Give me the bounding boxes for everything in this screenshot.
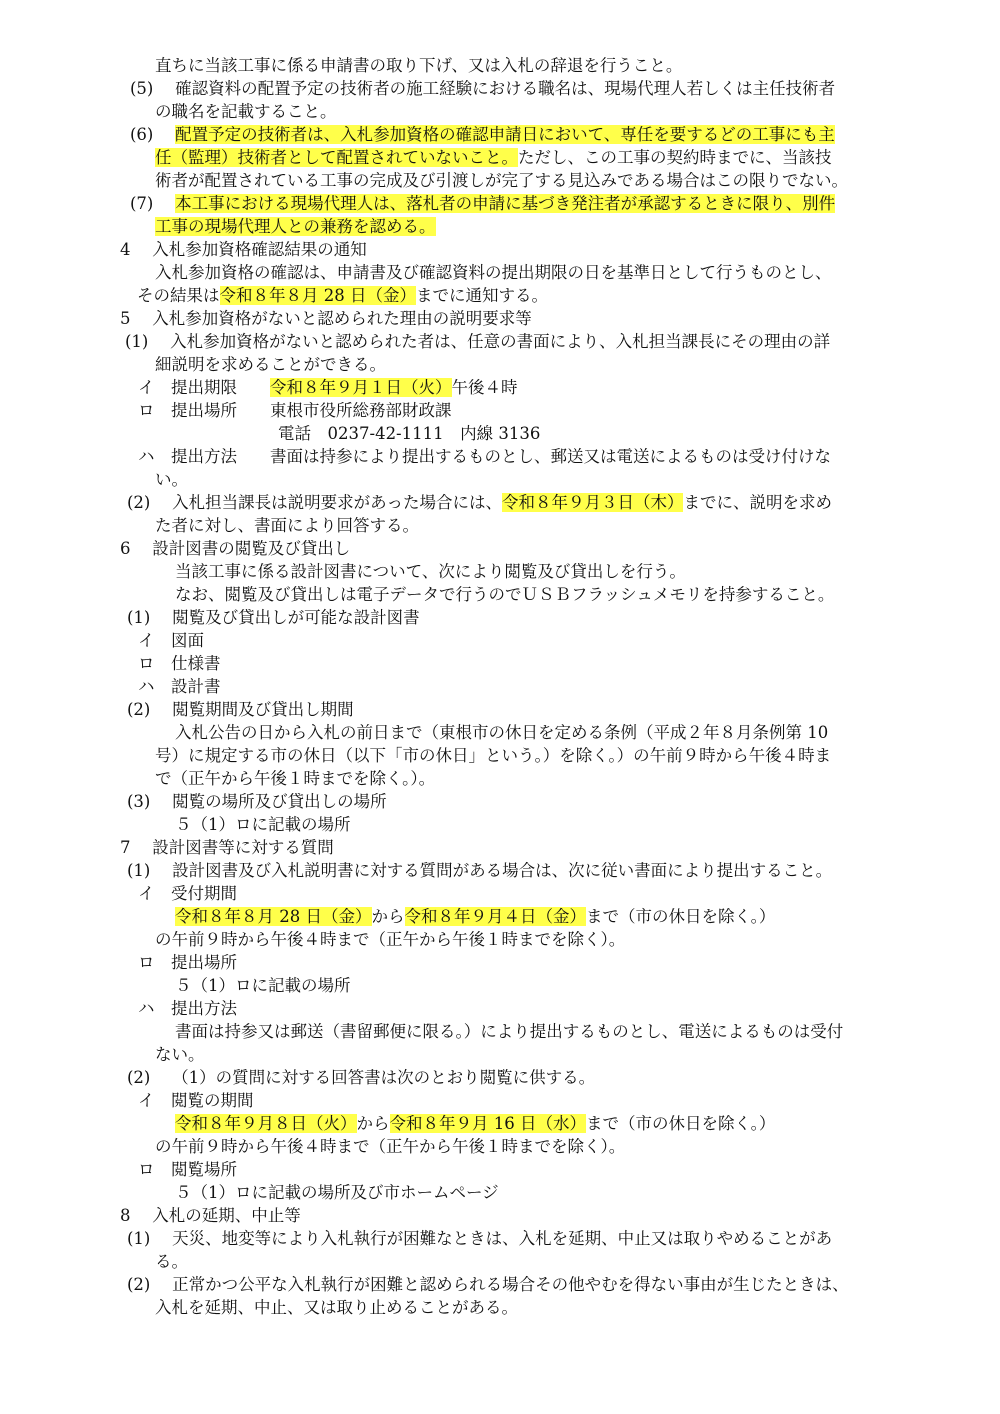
text-line (155, 468, 188, 491)
text-span: の午前９時から午後４時まで（正午から午後１時までを除く）。 (155, 1137, 626, 1156)
text-line (138, 652, 221, 675)
highlighted-text: 任（監理）技術者として配置されていないこと。 (155, 148, 518, 167)
text-span: 午後４時 (451, 378, 518, 397)
text-line (138, 997, 237, 1020)
text-line (155, 146, 832, 169)
text-span: 8 入札の延期、中止等 (120, 1206, 301, 1225)
text-span: ロ 仕様書 (138, 654, 221, 673)
text-span: まで（市の休日を除く。） (586, 907, 776, 926)
text-line (155, 744, 831, 767)
text-line (130, 77, 835, 100)
text-line (278, 422, 540, 445)
text-line (138, 951, 237, 974)
text-span: の職名を記載すること。 (155, 102, 337, 121)
highlighted-text: 配置予定の技術者は、入札参加資格の確認申請日において、専任を要するどの工事にも主 (175, 125, 835, 144)
text-span: (7) (130, 194, 176, 213)
text-span: 4 入札参加資格確認結果の通知 (120, 240, 367, 259)
text-line (138, 882, 237, 905)
text-line (175, 813, 351, 836)
text-span: ただし、この工事の契約時までに、当該技 (518, 148, 832, 167)
text-line (155, 1043, 205, 1066)
text-span: までに通知する。 (416, 286, 548, 305)
text-span: の午前９時から午後４時まで（正午から午後１時までを除く）。 (155, 930, 626, 949)
highlighted-text: 令和８年９月８日（火） (175, 1114, 357, 1133)
text-line (175, 583, 834, 606)
text-span: から (371, 907, 405, 926)
text-span: ハ 設計書 (138, 677, 221, 696)
text-span: た者に対し、書面により回答する。 (155, 516, 419, 535)
text-span: で（正午から午後１時までを除く。）。 (155, 769, 436, 788)
text-line (175, 1181, 499, 1204)
text-span: (1) 入札参加資格がないと認められた者は、任意の書面により、入札担当課長にその理由の詳 (125, 332, 831, 351)
text-line (120, 307, 532, 330)
text-span: 7 設計図書等に対する質問 (120, 838, 334, 857)
text-line (127, 606, 420, 629)
text-span: 電話 0237-42-1111 内線 3136 (278, 424, 541, 443)
text-span: までに、説明を求め (683, 493, 832, 512)
text-line (127, 859, 832, 882)
text-line (127, 1273, 849, 1296)
text-line (120, 238, 367, 261)
text-line (127, 790, 387, 813)
text-span: 入札公告の日から入札の前日まで（東根市の休日を定める条例（平成２年８月条例第 10 (175, 723, 829, 742)
text-span: (3) 閲覧の場所及び貸出しの場所 (127, 792, 387, 811)
text-span: る。 (155, 1252, 188, 1271)
text-span: 当該工事に係る設計図書について、次により閲覧及び貸出しを行う。 (175, 562, 686, 581)
text-line (127, 1227, 832, 1250)
text-span: ない。 (155, 1045, 205, 1064)
text-span: ５（1）ロに記載の場所 (175, 815, 351, 834)
text-line (120, 836, 334, 859)
highlighted-text: 令和８年９月３日（木） (501, 493, 684, 512)
text-span: 術者が配置されている工事の完成及び引渡しが完了する見込みである場合はこの限りでない。 (155, 171, 848, 190)
text-span: 細説明を求めることができる。 (155, 355, 386, 374)
text-span: その結果は (137, 286, 220, 305)
text-span: い。 (155, 470, 188, 489)
text-line (155, 353, 386, 376)
text-span: まで（市の休日を除く。） (586, 1114, 776, 1133)
text-line (155, 54, 682, 77)
text-line (155, 928, 625, 951)
text-line (175, 905, 775, 928)
text-line (175, 721, 828, 744)
text-line (130, 123, 835, 146)
text-span: イ 図面 (138, 631, 204, 650)
text-span: (2) （1）の質問に対する回答書は次のとおり閲覧に供する。 (127, 1068, 596, 1087)
text-line (138, 1089, 254, 1112)
highlighted-text: 令和８年９月 16 日（水） (389, 1114, 586, 1133)
highlighted-text: 令和８年８月 28 日（金） (175, 907, 372, 926)
text-span: ５（1）ロに記載の場所及び市ホームページ (175, 1183, 499, 1202)
text-line (120, 537, 350, 560)
text-span: 直ちに当該工事に係る申請書の取り下げ、又は入札の辞退を行うこと。 (155, 56, 683, 75)
text-span: (1) 天災、地変等により入札執行が困難なときは、入札を延期、中止又は取りやめることがあ (127, 1229, 833, 1248)
text-span: 入札を延期、中止、又は取り止めることがある。 (155, 1298, 518, 1317)
text-line (175, 1020, 843, 1043)
text-span: (1) 設計図書及び入札説明書に対する質問がある場合は、次に従い書面により提出すること。 (127, 861, 833, 880)
text-line (138, 445, 831, 468)
text-line (138, 1158, 237, 1181)
text-span: ５（1）ロに記載の場所 (175, 976, 351, 995)
text-span: (1) 閲覧及び貸出しが可能な設計図書 (127, 608, 420, 627)
text-line (175, 1112, 775, 1135)
text-line (155, 261, 832, 284)
text-line (175, 974, 351, 997)
text-line (138, 675, 221, 698)
text-span: イ 閲覧の期間 (138, 1091, 254, 1110)
text-span: イ 提出期限 (138, 378, 270, 397)
text-line (155, 767, 435, 790)
text-span: (2) 閲覧期間及び貸出し期間 (127, 700, 354, 719)
text-line (155, 1296, 518, 1319)
text-span: 書面は持参又は郵送（書留郵便に限る。）により提出するものとし、電送によるものは受付 (175, 1022, 844, 1041)
text-span: ロ 提出場所 東根市役所総務部財政課 (138, 401, 452, 420)
text-line (127, 1066, 595, 1089)
text-span: イ 受付期間 (138, 884, 237, 903)
text-line (127, 698, 354, 721)
text-span: (5) 確認資料の配置予定の技術者の施工経験における職名は、現場代理人若しくは主任技術者 (130, 79, 836, 98)
text-line (125, 330, 830, 353)
text-span: ハ 提出方法 書面は持参により提出するものとし、郵送又は電送によるものは受け付けな (138, 447, 831, 466)
text-line (155, 514, 419, 537)
text-line (155, 100, 337, 123)
text-line (137, 284, 548, 307)
text-span: 号）に規定する市の休日（以下「市の休日」という。）を除く。）の午前９時から午後４時ま (155, 746, 832, 765)
text-line (175, 560, 686, 583)
highlighted-text: 工事の現場代理人との兼務を認める。 (155, 217, 436, 236)
text-span: ロ 閲覧場所 (138, 1160, 237, 1179)
text-span: (2) 入札担当課長は説明要求があった場合には、 (127, 493, 502, 512)
text-line (155, 169, 848, 192)
text-line (127, 491, 832, 514)
text-span: (6) (130, 125, 176, 144)
text-line (138, 376, 518, 399)
text-span: ロ 提出場所 (138, 953, 237, 972)
highlighted-text: 本工事における現場代理人は、落札者の申請に基づき発注者が承認するときに限り、別件 (175, 194, 836, 213)
text-span: 入札参加資格の確認は、申請書及び確認資料の提出期限の日を基準日として行うものとし、 (155, 263, 832, 282)
highlighted-text: 令和８年９月１日（火） (270, 378, 452, 397)
text-line (120, 1204, 301, 1227)
text-line (130, 192, 835, 215)
highlighted-text: 令和８年８月 28 日（金） (219, 286, 416, 305)
text-span: (2) 正常かつ公平な入札執行が困難と認められる場合その他やむを得ない事由が生じたときは、 (127, 1275, 849, 1294)
text-span: なお、閲覧及び貸出しは電子データで行うのでＵＳＢフラッシュメモリを持参すること。 (175, 585, 835, 604)
text-span: 5 入札参加資格がないと認められた理由の説明要求等 (120, 309, 532, 328)
text-span: ハ 提出方法 (138, 999, 237, 1018)
text-line (138, 629, 204, 652)
text-span: 6 設計図書の閲覧及び貸出し (120, 539, 351, 558)
text-line (155, 1250, 188, 1273)
text-line (155, 1135, 625, 1158)
highlighted-text: 令和８年９月４日（金） (404, 907, 586, 926)
text-span: から (356, 1114, 390, 1133)
text-line (138, 399, 452, 422)
text-line (155, 215, 436, 238)
